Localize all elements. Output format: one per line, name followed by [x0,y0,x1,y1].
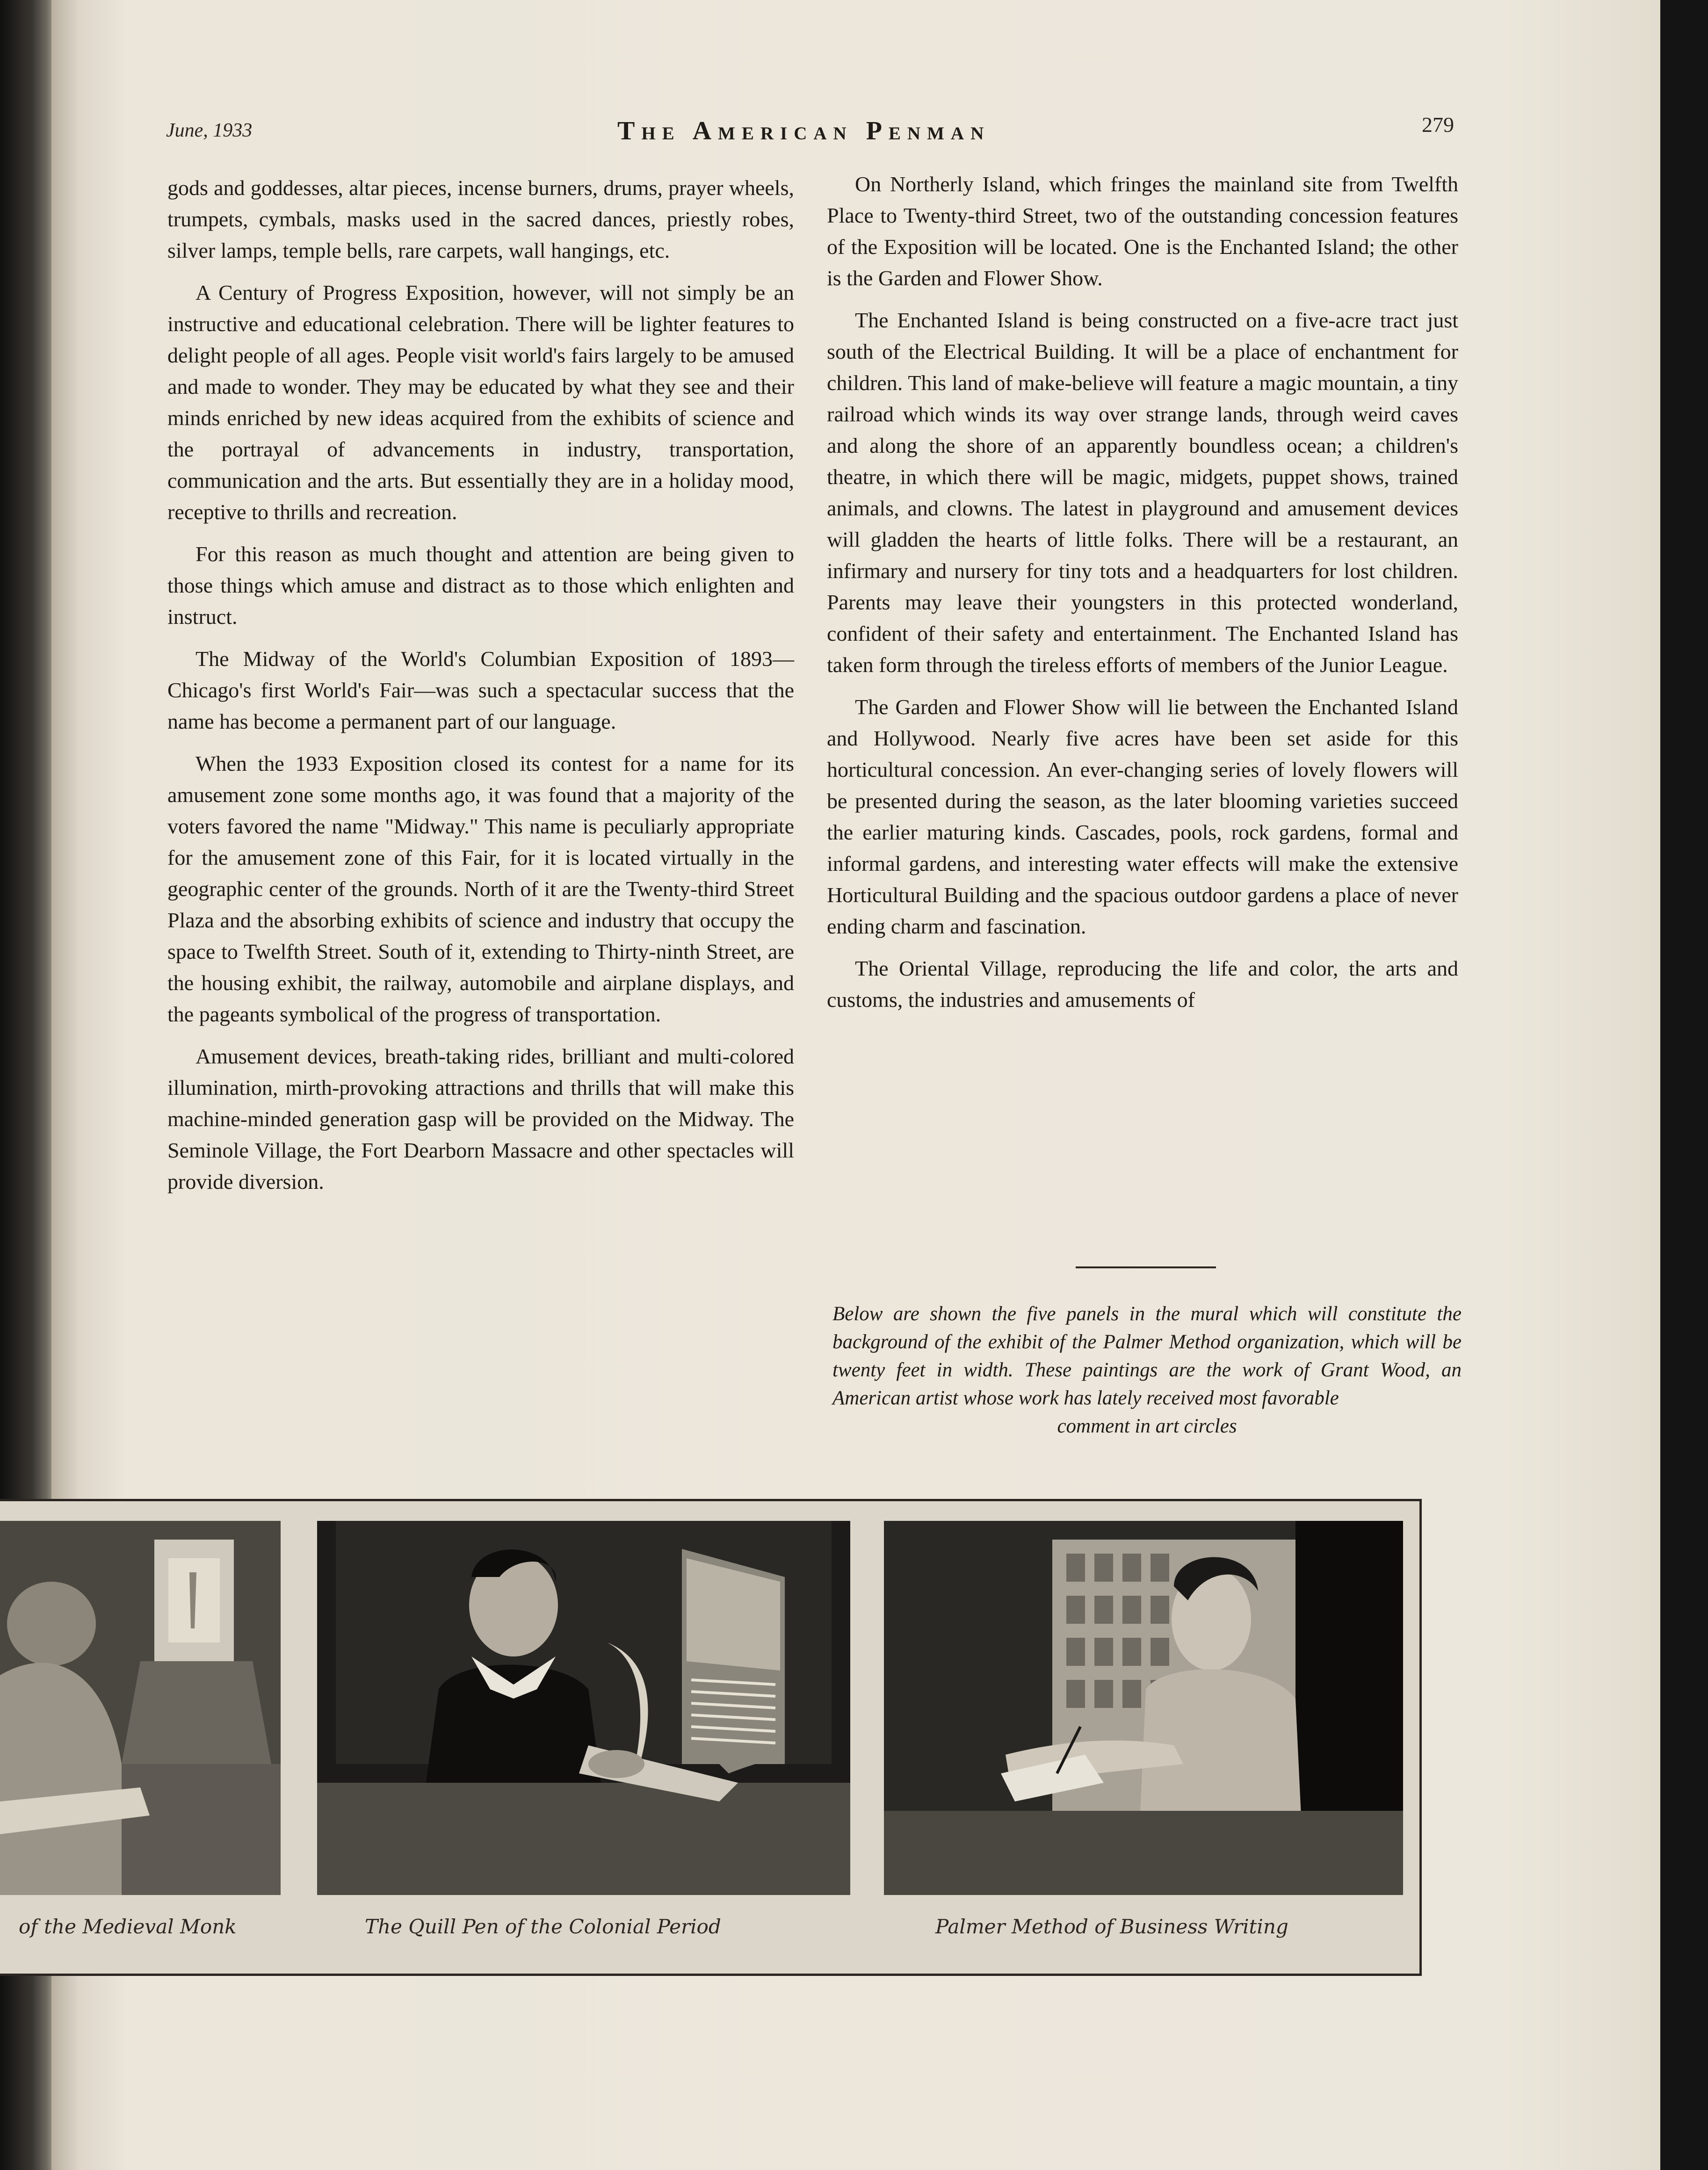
paragraph: The Enchanted Island is being constructed on a five-acre tract just south of the Electrical Building. It will be a place of enchantment for children. This land of make-believe will feature a magic mountain, a tiny railroad which winds its way over strange lands, through weird caves and along the shore of an apparently boundless ocean; a children's theatre, in which there will be magic, midgets, puppet shows, trained animals, and clowns. The latest in playground and amusement devices will gladden the hearts of little folks. There will be a restaurant, an infirmary and nursery for tiny tots and a headquarters for lost children. Parents may leave their youngsters in this protected wonderland, confident of their safety and entertainment. The Enchanted Island has taken form through the tireless efforts of members of the Junior League. [827,308,1458,677]
paragraph: On Northerly Island, which fringes the mainland site from Twelfth Place to Twenty-third Street, two of the outstanding concession features of the Exposition will be located. One is the Enchanted Island; the other is the Garden and Flower Show. [827,172,1458,290]
paragraph: gods and goddesses, altar pieces, incense burners, drums, prayer wheels, trumpets, cymbals, masks used in the sacred dances, priestly robes, silver lamps, temple bells, rare carpets, wall hangings, etc. [167,176,794,262]
page-number: 279 [1422,113,1454,137]
panel-caption-quill: The Quill Pen of the Colonial Period [365,1915,721,1938]
paragraph: For this reason as much thought and attention are being given to those things which amuse and distract as to those which enlighten and instruct. [167,542,794,629]
paragraph: The Midway of the World's Columbian Exposition of 1893—Chicago's first World's Fair—was such a spectacular success that the name has become a permanent part of our language. [167,647,794,733]
panel-caption-palmer: Palmer Method of Business Writing [935,1915,1288,1938]
paragraph: Amusement devices, breath-taking rides, brilliant and multi-colored illumination, mirth-provoking attractions and thrills that will make this machine-minded generation gasp will be provided on the Midway. The Seminole Village, the Fort Dearborn Massacre and other spectacles will provide diversion. [167,1044,794,1194]
paragraph: The Garden and Flower Show will lie between the Enchanted Island and Hollywood. Nearly five acres have been set aside for this horticultural concession. An ever-changing series of lovely flowers will be presented during the season, as the later blooming varieties succeed the earlier maturing kinds. Cascades, pools, rock gardens, formal and informal gardens, and interesting water effects will make the extensive Horticultural Building and the spacious outdoor gardens a place of never ending charm and fascination. [827,695,1458,938]
right-column [827,168,1458,1026]
caption-last-line: comment in art circles [1057,1415,1237,1437]
mural-caption [832,1300,1462,1440]
mural-panel-quill [317,1521,850,1895]
header-date: June, 1933 [166,120,253,141]
paragraph: When the 1933 Exposition closed its contest for a name for its amusement zone some months ago, it was found that a majority of the voters favored the name "Midway." This name is peculiarly appropriate for the amusement zone of this Fair, for it is located virtually in the geographic center of the grounds. North of it are the Twenty-third Street Plaza and the absorbing exhibits of science and industry that occupy the space to Twelfth Street. South of it, extending to Thirty-ninth Street, are the housing exhibit, the railway, automobile and airplane displays, and the pageants symbolical of the progress of transportation. [167,752,794,1026]
left-column [167,172,794,1208]
scan-border [1660,0,1708,2170]
caption-text: Below are shown the five panels in the mural which will constitute the background of the exhibit of the Palmer Method organization, which will be twenty feet in width. These paintings are the work of Grant Wood, an American artist whose work has lately received most favorable [832,1303,1462,1409]
mural-panel-palmer [884,1521,1403,1895]
paragraph: The Oriental Village, reproducing the life and color, the arts and customs, the industries and amusements of [827,956,1458,1012]
header-title: The American Penman [617,116,991,145]
section-divider [1076,1266,1216,1268]
mural-panel-monk [0,1521,281,1895]
panel-caption-monk: of the Medieval Monk [19,1915,237,1938]
paragraph: A Century of Progress Exposition, however, will not simply be an instructive and educational celebration. There will be lighter features to delight people of all ages. People visit world's fairs largely to be amused and made to wonder. They may be educated by what they see and their minds enriched by new ideas acquired from the exhibits of science and the portrayal of advancements in industry, transportation, communication and the arts. But essentially they are in a holiday mood, receptive to thrills and recreation. [167,281,794,524]
